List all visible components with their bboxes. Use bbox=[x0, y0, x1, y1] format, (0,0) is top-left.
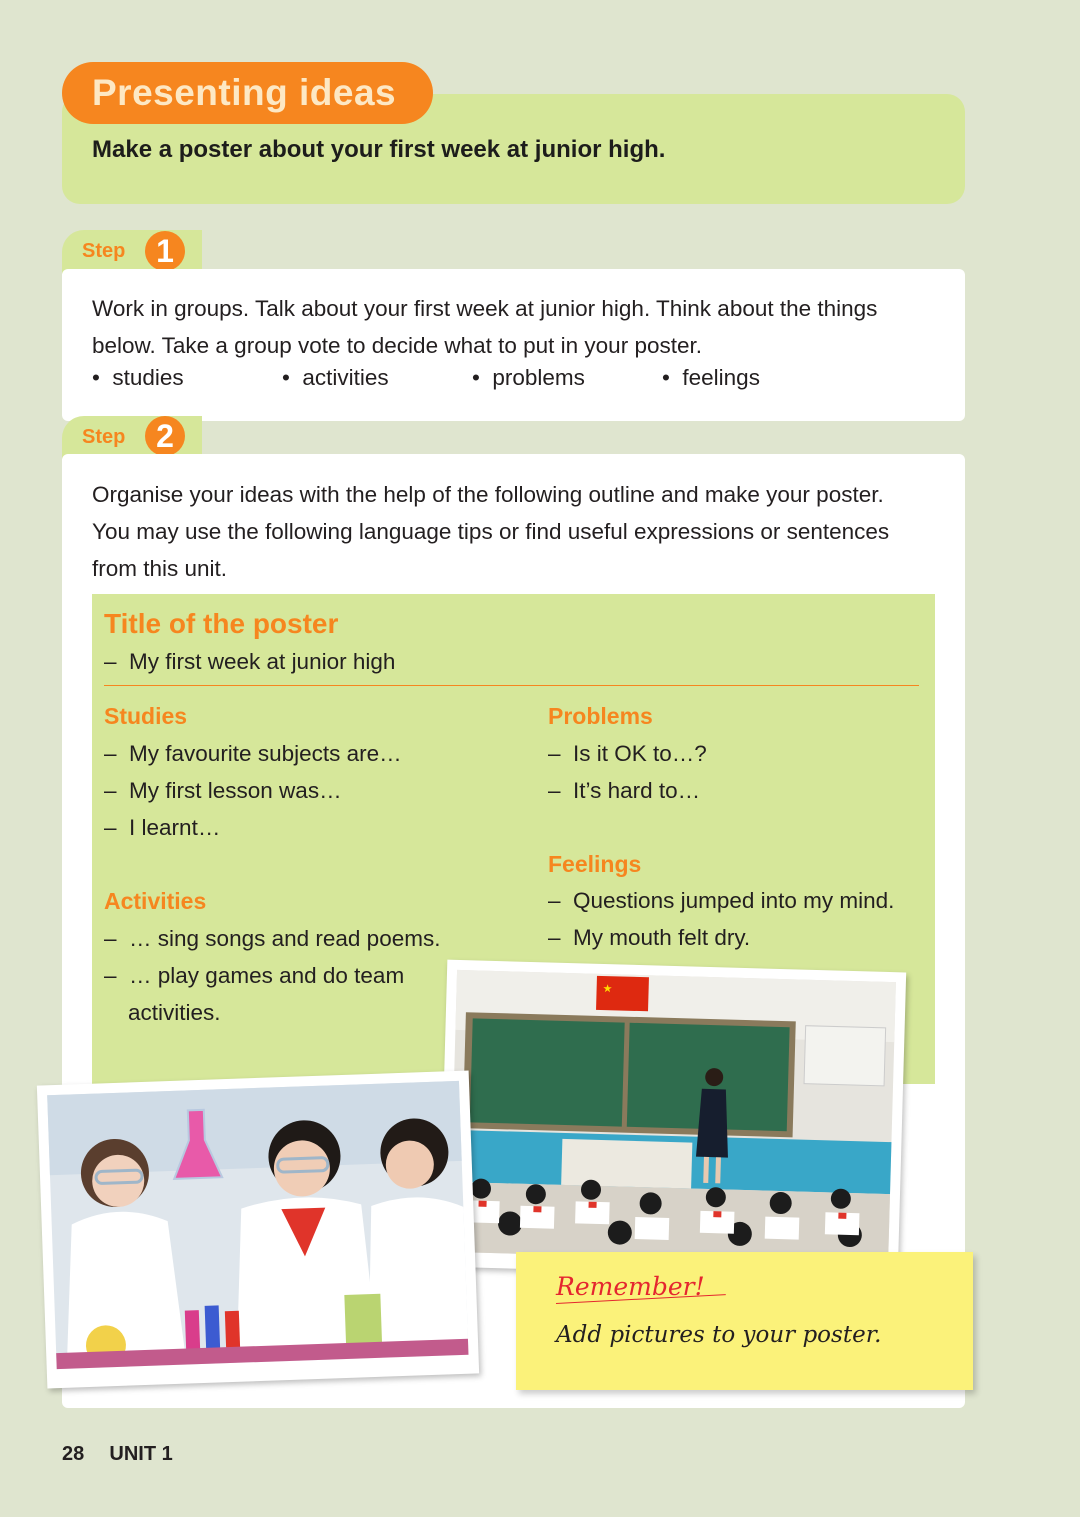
step-2-text-line-3: from this unit. bbox=[92, 556, 228, 581]
bullet-problems: problems bbox=[492, 365, 585, 390]
svg-text:★: ★ bbox=[602, 983, 613, 996]
problems-line-2: – It’s hard to… bbox=[548, 778, 701, 803]
remember-text: Add pictures to your poster. bbox=[556, 1322, 882, 1348]
bullet-studies: studies bbox=[112, 365, 184, 390]
task-instruction: Make a poster about your first week at junior high. bbox=[92, 136, 666, 163]
activities-heading: Activities bbox=[104, 888, 207, 914]
step-1-text-line-2: below. Take a group vote to decide what to put in your poster. bbox=[92, 333, 702, 358]
feelings-line-2: – My mouth felt dry. bbox=[548, 925, 751, 950]
page-number: 28 bbox=[62, 1443, 85, 1465]
bullet-item: • activities bbox=[282, 365, 389, 390]
activities-line-3: activities. bbox=[128, 1000, 221, 1025]
feelings-line-1: – Questions jumped into my mind. bbox=[548, 888, 895, 913]
unit-label: UNIT 1 bbox=[109, 1443, 173, 1465]
step-2-text-line-1: Organise your ideas with the help of the following outline and make your poster. bbox=[92, 482, 884, 507]
bullet-item: • feelings bbox=[662, 365, 760, 390]
outline-title-line: – My first week at junior high bbox=[104, 649, 396, 674]
activities-line-2: – … play games and do team bbox=[104, 963, 405, 988]
step-2-label: Step bbox=[82, 426, 126, 448]
studies-line-2: – My first lesson was… bbox=[104, 778, 342, 803]
feelings-heading: Feelings bbox=[548, 851, 642, 877]
step-1-label: Step bbox=[82, 240, 126, 262]
bullet-item: • problems bbox=[472, 365, 585, 390]
step-2-text-line-2: You may use the following language tips or find useful expressions or sentences bbox=[92, 519, 890, 544]
page-footer bbox=[62, 1443, 173, 1466]
science-lab-photo bbox=[37, 1071, 479, 1389]
step-2-number: 2 bbox=[145, 416, 185, 456]
step-1-text-line-1: Work in groups. Talk about your first week at junior high. Think about the things bbox=[92, 296, 878, 321]
bullet-activities: activities bbox=[302, 365, 389, 390]
problems-line-1: – Is it OK to…? bbox=[548, 741, 707, 766]
studies-line-3: – I learnt… bbox=[104, 815, 221, 840]
outline-title-heading: Title of the poster bbox=[104, 608, 339, 639]
classroom-illustration bbox=[439, 960, 906, 1280]
step-1-number: 1 bbox=[145, 231, 185, 271]
classroom-photo bbox=[439, 960, 906, 1280]
science-lab-illustration bbox=[37, 1071, 479, 1389]
remember-title: Remember! bbox=[556, 1272, 705, 1301]
section-title: Presenting ideas bbox=[62, 62, 433, 124]
studies-heading: Studies bbox=[104, 703, 188, 729]
activities-line-1: – … sing songs and read poems. bbox=[104, 926, 441, 951]
bullet-item: • studies bbox=[92, 365, 184, 390]
problems-heading: Problems bbox=[548, 703, 653, 729]
bullet-feelings: feelings bbox=[682, 365, 760, 390]
studies-line-1: – My favourite subjects are… bbox=[104, 741, 402, 766]
outline-divider bbox=[104, 685, 919, 686]
